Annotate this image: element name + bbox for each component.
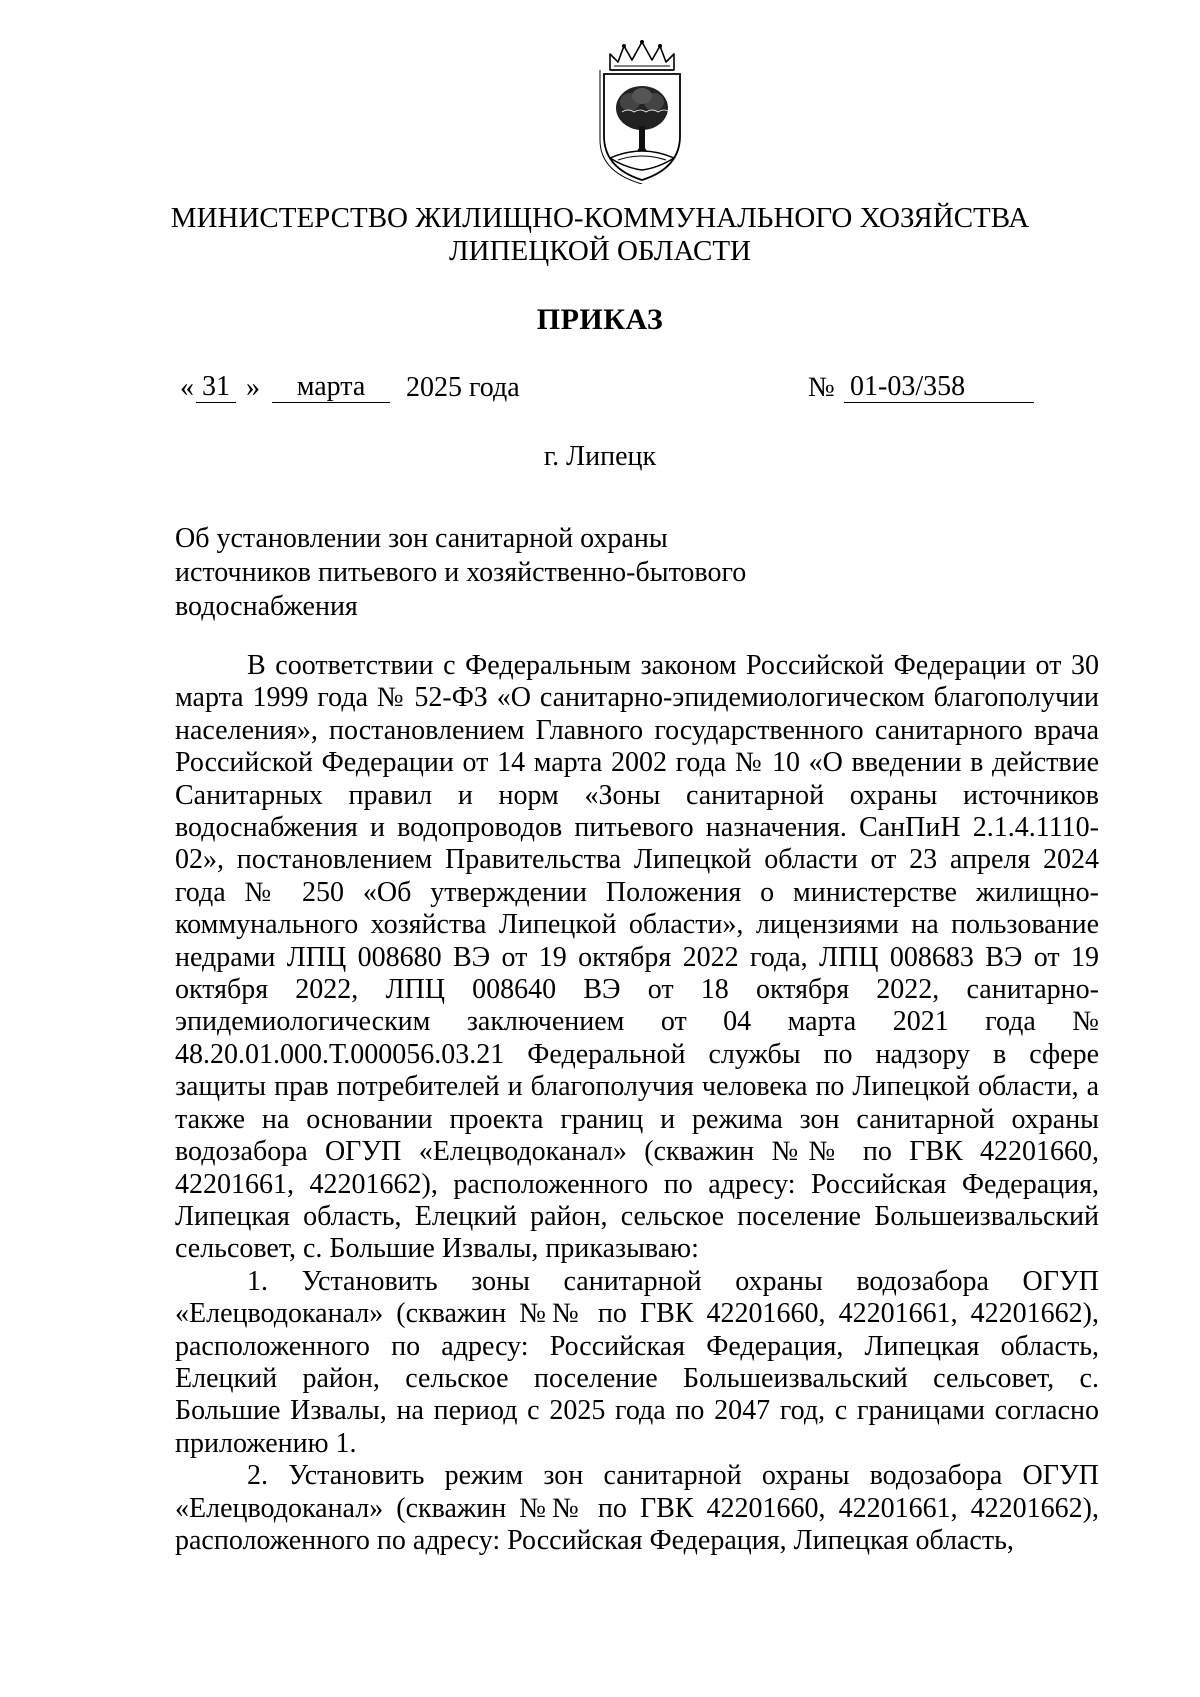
date-month: марта <box>296 371 366 402</box>
ministry-name <box>100 202 1100 268</box>
date-year: 2025 года <box>406 372 520 403</box>
number-sign: № <box>808 372 835 403</box>
ministry-name-line2: ЛИПЕЦКОЙ ОБЛАСТИ <box>448 235 751 267</box>
subject-line-2: источников питьевого и хозяйственно-бытового <box>175 557 747 588</box>
subject-line-3: водоснабжения <box>175 591 358 622</box>
coat-of-arms-icon <box>596 40 688 184</box>
city-name: г. Липецк <box>543 441 657 472</box>
date-quote-open: « <box>180 372 194 403</box>
ministry-name-line1: МИНИСТЕРСТВО ЖИЛИЩНО-КОММУНАЛЬНОГО ХОЗЯЙСТВА <box>170 202 1030 234</box>
order-subject <box>175 522 746 624</box>
body-preamble: В соответствии с Федеральным законом Российской Федерации от 30 марта 1999 года № 52-ФЗ «О санитарно-эпидемиологическом благополучии населения», постановлением Главного государственного санитарного врача Российской Федерации от 14 марта 2002 года № 10 «О введении в действие Санитарных правил и норм «Зоны санитарной охраны источников водоснабжения и водопроводов питьевого назначения. СанПиН 2.1.4.1110-02», постановлением Правительства Липецкой области от 23 апреля 2024 года № 250 «Об утверждении Положения о министерстве жилищно-коммунального хозяйства Липецкой области», лицензиями на пользование недрами ЛПЦ 008680 ВЭ от 19 октября 2022 года, ЛПЦ 008683 ВЭ от 19 октября 2022, ЛПЦ 008640 ВЭ от 18 октября 2022, санитарно-эпидемиологическим заключением от 04 марта 2021 года № 48.20.01.000.Т.000056.03.21 Федеральной службы по надзору в сфере защиты прав потребителей и благополучия человека по Липецкой области, а также на основании проекта границ и режима зон санитарной охраны водозабора ОГУП «Елецводоканал» (скважин №№ по ГВК 42201660, 42201661, 42201662), расположенного по адресу: Российская Федерация, Липецкая область, Елецкий район, сельское поселение Большеизвальский сельсовет, с. Большие Извалы, приказываю: <box>175 650 1099 1265</box>
date-number-row <box>180 372 1100 412</box>
coat-of-arms-svg <box>596 40 688 184</box>
subject-line-1: Об установлении зон санитарной охраны <box>175 523 668 554</box>
order-number: 01-03/358 <box>850 371 966 402</box>
document-type-title: ПРИКАЗ <box>536 303 664 336</box>
body-item-1: 1. Установить зоны санитарной охраны водозабора ОГУП «Елецводоканал» (скважин №№ по ГВК 42201660, 42201661, 42201662), расположенного по адресу: Российская Федерация, Липецкая область, Елецкий район, сельское поселение Большеизвальский сельсовет, с. Большие Извалы, на период с 2025 года по 2047 год, с границами согласно приложению 1. <box>175 1265 1099 1459</box>
date-day: 31 <box>202 371 230 402</box>
date-quote-close: » <box>246 372 260 403</box>
body-item-2: 2. Установить режим зон санитарной охраны водозабора ОГУП «Елецводоканал» (скважин №№ по ГВК 42201660, 42201661, 42201662), расположенного по адресу: Российская Федерация, Липецкая область, <box>175 1460 1099 1556</box>
order-body <box>175 650 1099 1557</box>
